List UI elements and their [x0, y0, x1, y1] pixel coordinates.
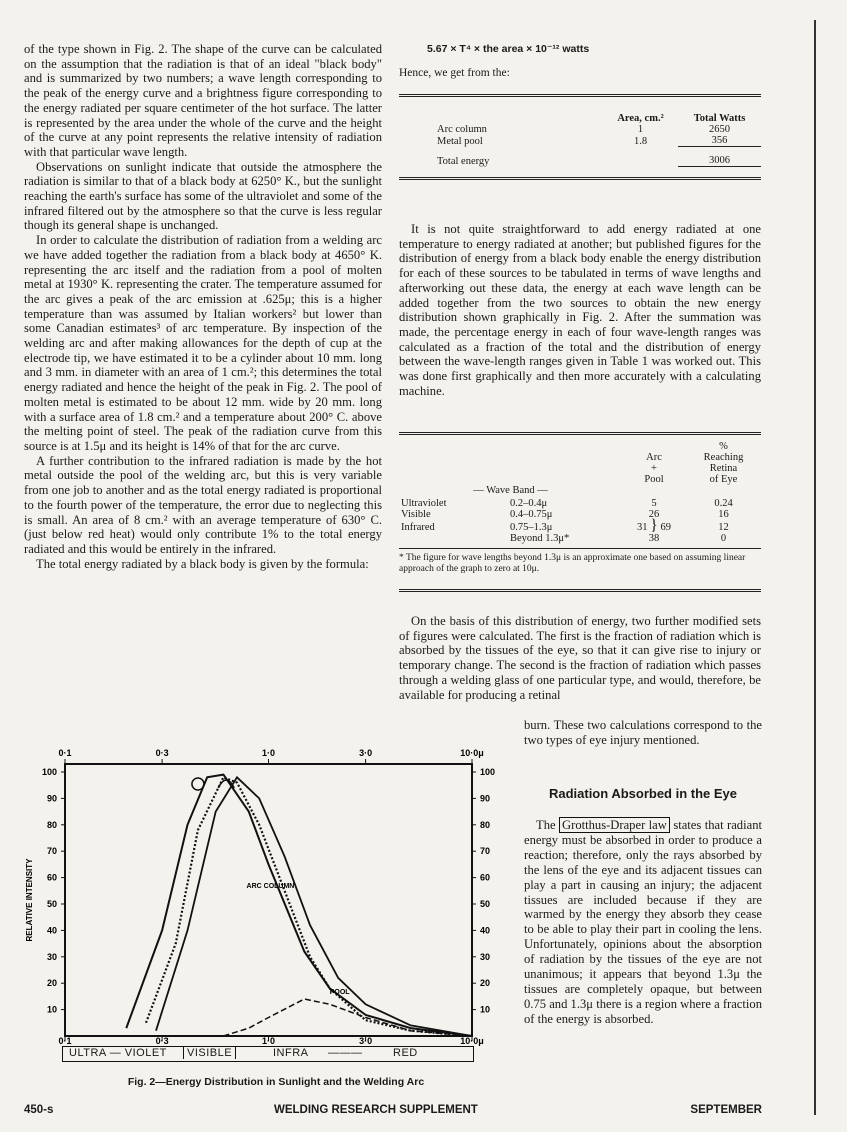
paragraph-basis-continued: burn. These two calculations correspond to the two types of eye injury mentioned. — [524, 718, 762, 747]
table-row — [399, 509, 761, 520]
row-arc-pool: 38 — [648, 533, 660, 544]
table-bottom-rule — [399, 177, 761, 180]
row-label: Metal pool — [437, 135, 483, 147]
wave-band-table — [399, 432, 761, 592]
x-tick-label-top: 3·0 — [359, 748, 373, 758]
x-tick-label-bottom: 3·0 — [359, 1036, 373, 1046]
hence-text: Hence, we get from the: — [399, 66, 510, 79]
table-header-row — [399, 113, 761, 124]
row-band — [399, 533, 508, 544]
row-retina: 16 — [718, 509, 729, 520]
total-value: 3006 — [678, 147, 761, 167]
energy-table — [399, 94, 761, 180]
paragraph-5: The total energy radiated by a black body is given by the formula: — [36, 556, 369, 571]
row-retina: 12 — [718, 522, 729, 533]
x-tick-label-top: 1·0 — [261, 748, 276, 758]
row-area: 1 — [637, 124, 644, 135]
x-tick-label-top: 0·3 — [155, 748, 169, 758]
row-range: 0.75–1.3μ — [510, 522, 553, 533]
y-tick-label-right: 30 — [480, 951, 491, 962]
row-watts: 2650 — [709, 124, 731, 135]
wave-band-table-body: Arc + Pool % Reaching Retina of Eye — Wave Band — Ultraviolet 0.2–0.4μ 5 0.24 Visible 0.4–0.75μ 26 16 Infrared 0.75–1.3μ 31 } 69 12 Beyond 1.3μ* 38 0 — [399, 441, 761, 544]
table-row — [399, 498, 761, 509]
y-tick-label-left: 10 — [46, 1004, 57, 1015]
y-tick-label-left: 30 — [46, 951, 57, 962]
table-top-rule — [399, 94, 761, 97]
table-footnote: * The figure for wave lengths beyond 1.3μ is an approximate one based on assuming linear approach of the graph to zero at 10μ. — [399, 553, 746, 574]
x-tick-label-top: 10·0μ — [460, 748, 484, 758]
y-tick-label-right: 60 — [480, 872, 491, 883]
brace-value: 69 — [660, 522, 671, 533]
table-row — [399, 135, 761, 147]
row-arc-pool: 26 — [648, 509, 660, 520]
spectrum-red: RED — [393, 1047, 418, 1059]
y-tick-label-right: 50 — [480, 899, 491, 909]
table-row — [399, 533, 761, 544]
header-arc: Arc — [646, 452, 662, 463]
y-tick-label-left: 60 — [46, 872, 57, 883]
table-row: Infrared 0.75–1.3μ 31 } 69 12 — [399, 520, 761, 533]
paragraph-4: A further contribution to the infrared radiation is made by the hot metal outside the pool of the welding arc, but this is very variable from one job to another and as the total energy radiated is proportional to the fourth power of the temperature, the error due to neglecting this is small. An area of 8 cm.² with an average temperature of 630° C. (just below red heat) would only contribute 1% to the total energy radiated and this would be entirely in the infrared. — [24, 453, 382, 556]
y-tick-label-right: 90 — [480, 793, 491, 804]
header-percent: % — [719, 441, 728, 452]
row-retina: 0.24 — [714, 498, 733, 509]
y-tick-label-right: 70 — [480, 846, 491, 857]
grotthus-law-boxed: Grotthus-Draper law — [559, 817, 670, 833]
y-tick-label-right: 20 — [480, 978, 491, 989]
row-label: Arc column — [437, 124, 487, 135]
energy-distribution-chart — [20, 736, 500, 1076]
figure-caption: Fig. 2—Energy Distribution in Sunlight and the Welding Arc — [127, 1076, 425, 1088]
left-column — [24, 42, 382, 571]
header-wave-band: Wave Band — [486, 485, 535, 496]
paragraph-distribution: It is not quite straightforward to add energy radiated at one temperature to energy radiated at another; but published figures for the distribution of energy from a black body enable the energy distribution for each of these sources to be tabulated in terms of wave lengths and afterworking out these data, the energy at each wave length can be added together from the two sources to obtain the new energy distribution shown graphically in Fig. 2. After the summation was made, the percentage energy in each of four wave-length ranges was calculated as a fraction of the total and the distribution of energy between the wave-length ranges given in Table 1 was worked out. This was done first graphically and then more accurately with a calculating machine. — [399, 222, 761, 398]
grotthus-post: states that radiant energy must be absorbed in order to produce a reaction; therefore, only the rays absorbed by the lens of the eye and its adjacent tissues can play a part in causing an injury; the adjacent tissues are included because if they are warmed by the energy they absorb they cease to be able to play their part in cooling the lens. Unfortunately, opinions about the absorption of radiation by the tissues of the eye are not unanimous; it appears that beyond 1.3μ the tissues are completely opaque, but between 0.75 and 1.3μ there is a region where a fraction of the energy is absorbed. — [524, 818, 762, 1026]
pool-label: POOL — [329, 988, 350, 996]
x-tick-label-bottom: 0·1 — [58, 1036, 72, 1046]
row-range: Beyond 1.3μ* — [510, 533, 570, 544]
y-tick-label-left: 40 — [46, 925, 57, 936]
issue-month: SEPTEMBER — [690, 1104, 762, 1116]
y-tick-label-right: 80 — [480, 819, 491, 830]
table2-mid-rule — [399, 548, 761, 549]
spectrum-visible: VISIBLE — [183, 1047, 236, 1059]
y-tick-label-right: 10 — [480, 1004, 491, 1015]
x-tick-label-bottom: 10·0μ — [460, 1036, 484, 1046]
header-eye: of Eye — [709, 474, 738, 485]
y-tick-label-right: 40 — [480, 925, 491, 936]
header-area: Area, cm.² — [617, 113, 664, 124]
page-number: 450-s — [24, 1104, 54, 1116]
row-arc-pool: 31 — [637, 522, 648, 533]
total-label: Total energy — [437, 155, 490, 167]
header-plus: + — [651, 463, 657, 474]
paragraph-grotthus — [524, 818, 762, 1027]
row-band: Visible — [401, 509, 431, 520]
row-area: 1.8 — [633, 135, 648, 147]
paragraph-3: In order to calculate the distribution of radiation from a welding arc we have added together the radiation from a black body at 4650° K. representing the arc itself and the radiation from a pool of molten metal at 1930° K. representing the crater. The temperature assumed for the arc gives a peak of the arc emission at .625μ; this is a higher temperature than was assumed by Italian workers² but lower than some Canadian estimates³ of arc temperature. By inspection of the welding arc and after making allowances for the depth of cup at the electrode tip, we have estimated it to be a cylinder about 10 mm. long and 3 mm. in diameter with an area of 1 cm.²; this determines the total energy radiated and hence the height of the peak in Fig. 2. The pool of molten metal is estimated to be about 12 mm. wide by 20 mm. long with a surface area of 1.8 cm.² and a temperature about 200° C. above the melting point of steel. The peak of the radiation curve from this source is at 1.5μ and its height is 14% of that for the arc curve. — [24, 233, 382, 453]
series-line-2 — [156, 777, 472, 1036]
spectrum-infra: INFRA — [273, 1047, 309, 1059]
journal-title: WELDING RESEARCH SUPPLEMENT — [274, 1104, 478, 1116]
sun-icon — [192, 778, 204, 790]
table-row — [399, 124, 761, 135]
series-line-0 — [126, 775, 472, 1036]
energy-table-body — [399, 113, 761, 167]
header-retina: Retina — [709, 463, 738, 474]
chart-frame — [65, 764, 472, 1036]
spectrum-bar — [62, 1046, 474, 1062]
spectrum-dash: ——— — [328, 1047, 363, 1059]
y-tick-label-left: 50 — [46, 899, 57, 909]
x-tick-label-top: 0·1 — [58, 748, 72, 758]
header-pool: Pool — [644, 474, 664, 485]
page-edge — [814, 20, 816, 1115]
grotthus-pre: The — [536, 818, 556, 832]
row-range: 0.2–0.4μ — [510, 498, 548, 509]
y-tick-label-left: 90 — [46, 793, 57, 804]
table2-bottom-rule — [399, 589, 761, 592]
paragraph-2: Observations on sunlight indicate that outside the atmosphere the radiation is similar to that of a black body at 6250° K., but the sunlight reaching the earth's surface has some of the ultraviolet and some of the infrared filtered out by the atmosphere so that the curve is less regular though its general shape is unchanged. — [24, 159, 382, 233]
section-heading: Radiation Absorbed in the Eye — [548, 786, 738, 801]
header-reaching: Reaching — [703, 452, 744, 463]
formula: 5.67 × T⁴ × the area × 10⁻¹² watts — [427, 43, 590, 55]
x-tick-label-bottom: 0·3 — [155, 1036, 169, 1046]
header-watts: Total Watts — [693, 113, 746, 124]
row-band: Infrared — [401, 522, 435, 533]
table2-header-row — [399, 441, 761, 485]
row-range: 0.4–0.75μ — [510, 509, 553, 520]
spectrum-uv: ULTRA — VIOLET — [69, 1047, 167, 1059]
x-tick-label-bottom: 1·0 — [261, 1036, 276, 1046]
row-band: Ultraviolet — [401, 498, 447, 509]
paragraph-basis: On the basis of this distribution of energy, two further modified sets of figures were calculated. The first is the fraction of radiation which is absorbed by the tissues of the eye, so that it can give rise to injury or temporary change. The second is the fraction of radiation which passes through a welding glass of one particular type, and would, therefore, be available for producing a retinal — [399, 614, 761, 702]
y-tick-label-left: 20 — [46, 978, 57, 989]
y-tick-label-left: 100 — [41, 767, 57, 777]
formula-block — [399, 42, 761, 80]
y-tick-label-left: 80 — [46, 819, 57, 830]
y-tick-label-left: 70 — [46, 846, 57, 857]
y-tick-label-right: 100 — [480, 767, 496, 777]
row-retina: 0 — [720, 533, 727, 544]
row-arc-pool: 5 — [651, 498, 657, 509]
table2-top-rule — [399, 432, 761, 435]
paragraph-1: of the type shown in Fig. 2. The shape of the curve can be calculated on the assumption that the radiation is that of an ideal "black body" and is summarized by two numbers; a wave length corresponding to the peak of the energy curve and a brightness figure corresponding to the energy radiated per square centimeter of the hot surface. The latter is represented by the area under the whole of the curve and the height of the curve at any point represents the relative intensity of radiation with that particular wave length. — [24, 42, 382, 159]
row-watts: 356 — [678, 135, 761, 147]
y-axis-label: RELATIVE INTENSITY — [25, 858, 34, 942]
arc-column-label: ARC COLUMN — [246, 883, 295, 891]
table-total-row — [399, 147, 761, 167]
series-line-1 — [146, 777, 472, 1036]
